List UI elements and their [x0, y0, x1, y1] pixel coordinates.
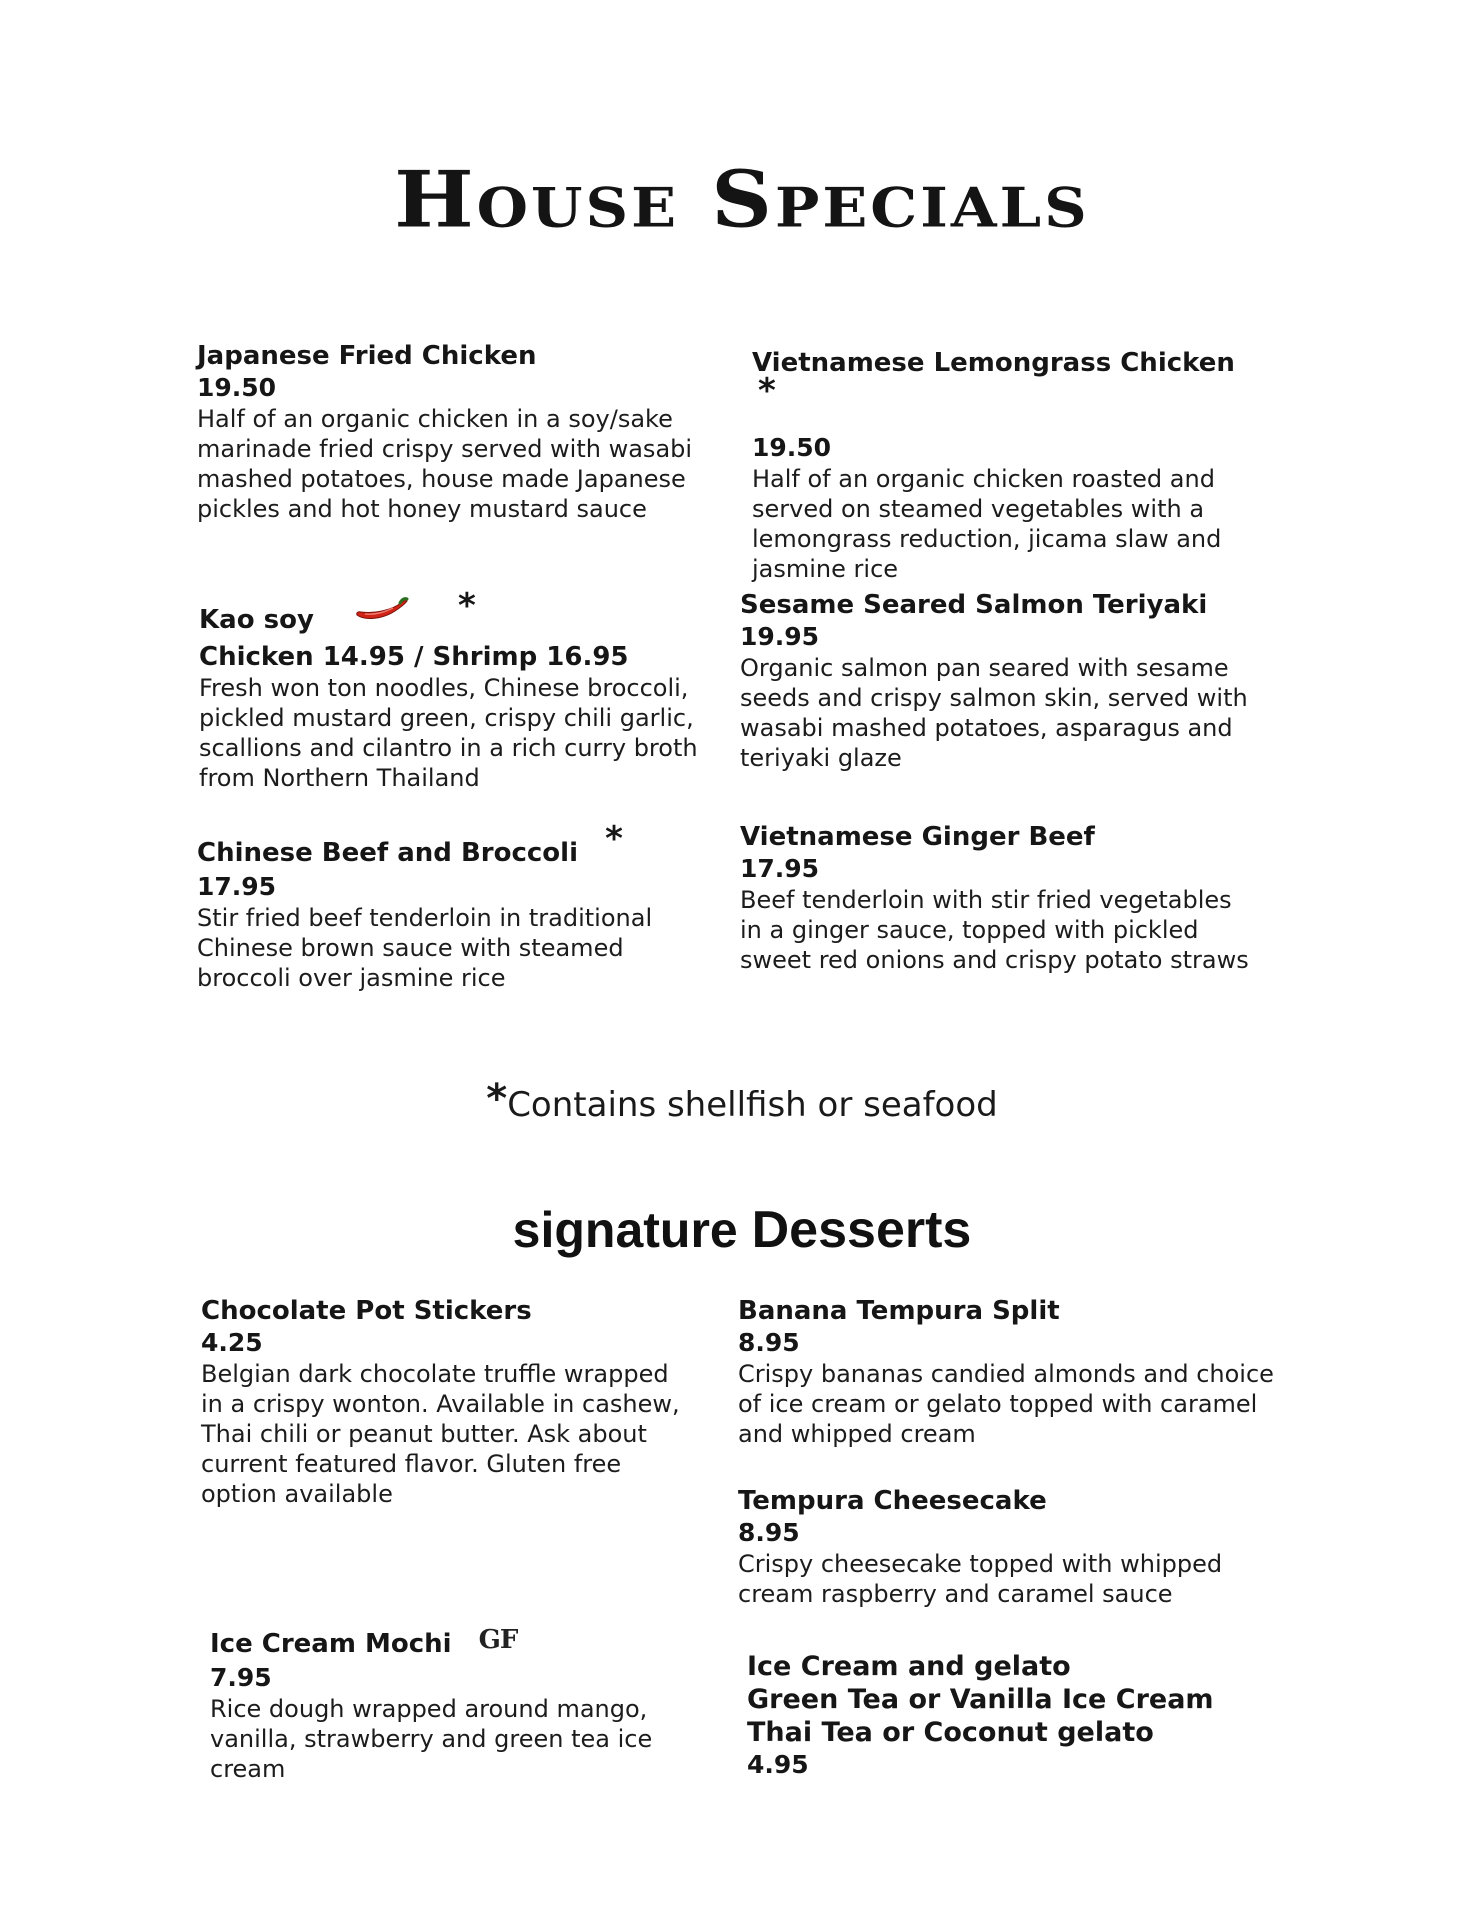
menu-item-ice-cream-gelato [747, 1650, 1307, 1781]
item-description: Half of an organic chicken in a soy/sake marinade fried crispy served with wasabi mashed potatoes, house made Japanese pickles and hot honey mustard sauce [197, 405, 693, 523]
gluten-free-badge: GF [478, 1625, 518, 1655]
footnote-text: Contains shellfish or seafood [507, 1085, 998, 1125]
item-description: Stir fried beef tenderloin in traditional Chinese brown sauce with steamed broccoli over jasmine rice [197, 904, 653, 992]
menu-item-ice-cream-mochi [210, 1626, 690, 1784]
item-price: 8.95 [738, 1518, 800, 1547]
menu-item-chinese-beef-broccoli [197, 819, 717, 993]
item-description: Rice dough wrapped around mango, vanilla, strawberry and green tea ice cream [210, 1695, 653, 1783]
item-price: 19.50 [197, 373, 277, 402]
item-description: Organic salmon pan seared with sesame seeds and crispy salmon skin, served with wasabi mashed potatoes, asparagus and teriyaki glaze [740, 654, 1248, 772]
item-name: Chocolate Pot Stickers [201, 1296, 532, 1326]
item-description: Crispy bananas candied almonds and choice of ice cream or gelato topped with caramel and whipped cream [738, 1360, 1274, 1448]
item-price: 4.95 [747, 1750, 809, 1779]
item-option-line: Thai Tea or Coconut gelato [747, 1717, 1154, 1748]
menu-item-banana-tempura-split [738, 1295, 1298, 1449]
item-description: Crispy cheesecake topped with whipped cream raspberry and caramel sauce [738, 1550, 1223, 1608]
chili-pepper-icon [353, 595, 409, 635]
item-price: 7.95 [210, 1663, 272, 1692]
item-name: Japanese Fried Chicken [197, 341, 537, 371]
desserts-heading [0, 1200, 1484, 1260]
item-option-line: Green Tea or Vanilla Ice Cream [747, 1684, 1214, 1715]
menu-item-sesame-salmon [740, 589, 1260, 773]
item-price: 8.95 [738, 1328, 800, 1357]
item-description: Fresh won ton noodles, Chinese broccoli, pickled mustard green, crispy chili garlic, scallions and cilantro in a rich curry broth from Northern Thailand [199, 673, 698, 792]
item-description: Beef tenderloin with stir fried vegetables in a ginger sauce, topped with pickled sweet red onions and crispy potato straws [740, 886, 1249, 974]
item-price: Chicken 14.95 / Shrimp 16.95 [199, 641, 629, 672]
menu-item-kao-soy [199, 586, 719, 793]
menu-item-lemongrass-chicken [752, 340, 1252, 584]
item-name: Tempura Cheesecake [738, 1486, 1047, 1516]
item-price: 19.50 [752, 433, 832, 462]
desserts-heading-word2: Desserts [751, 1201, 972, 1259]
item-name: Kao soy [199, 605, 314, 635]
footnote-asterisk: * [486, 1076, 508, 1122]
shellfish-asterisk: * [758, 371, 776, 411]
item-price: 19.95 [740, 622, 820, 651]
shellfish-asterisk: * [458, 586, 476, 626]
shellfish-footnote [0, 1076, 1484, 1126]
menu-item-ginger-beef [740, 821, 1260, 975]
item-description: Belgian dark chocolate truffle wrapped in a crispy wonton. Available in cashew, Thai chili or peanut butter. Ask about current featured flavor. Gluten free option available [201, 1360, 680, 1508]
menu-item-chocolate-pot-stickers [201, 1295, 681, 1509]
item-name: Ice Cream Mochi [210, 1629, 452, 1659]
item-description: Half of an organic chicken roasted and served on steamed vegetables with a lemongrass reduction, jicama slaw and jasmine rice [752, 465, 1222, 583]
page-title: House Specials [394, 153, 1090, 246]
item-name: Banana Tempura Split [738, 1296, 1060, 1326]
item-price: 17.95 [740, 854, 820, 883]
shellfish-asterisk: * [605, 819, 623, 859]
item-price: 4.25 [201, 1328, 263, 1357]
item-price: 17.95 [197, 872, 277, 901]
item-name: Sesame Seared Salmon Teriyaki [740, 590, 1208, 620]
item-name: Chinese Beef and Broccoli [197, 838, 578, 868]
menu-item-japanese-fried-chicken [197, 340, 717, 524]
item-name: Vietnamese Ginger Beef [740, 822, 1095, 852]
menu-item-tempura-cheesecake [738, 1485, 1298, 1609]
item-name: Ice Cream and gelato [747, 1651, 1071, 1682]
item-name: Vietnamese Lemongrass Chicken [752, 348, 1235, 378]
desserts-heading-word1: signature [512, 1202, 738, 1258]
